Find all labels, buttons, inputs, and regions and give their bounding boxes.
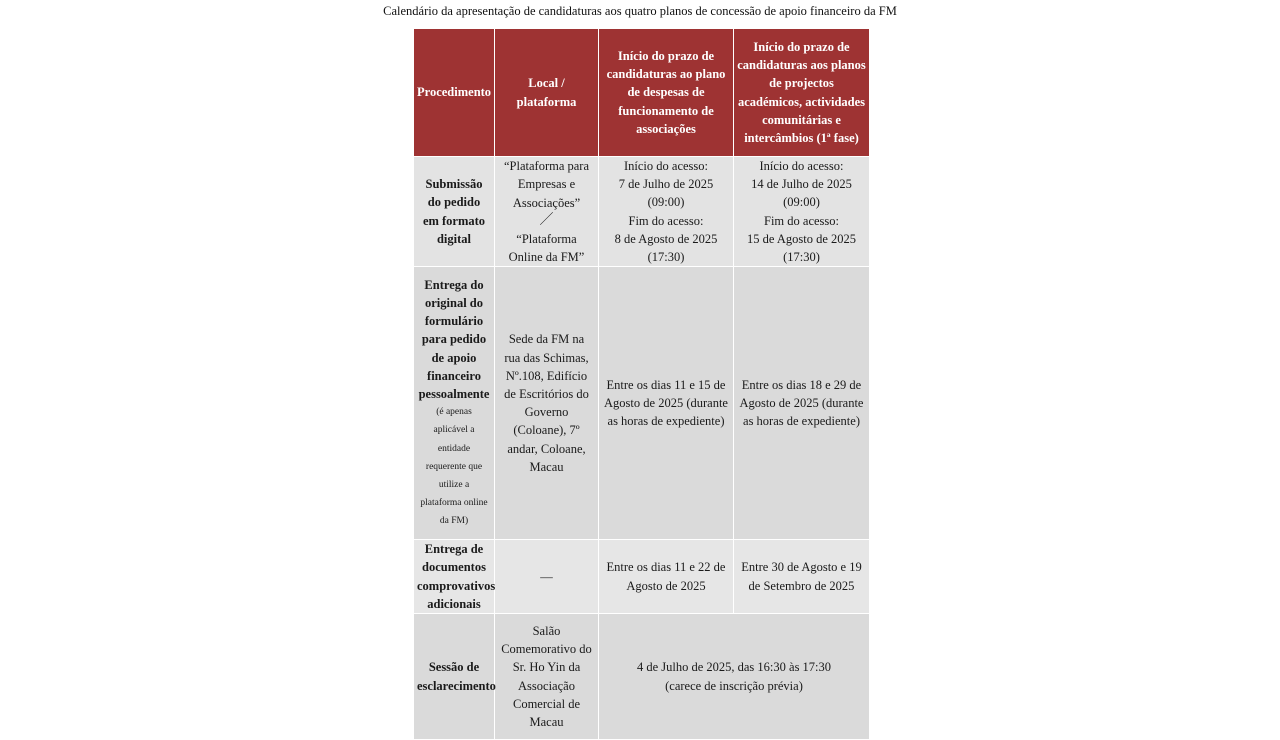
session-registration-note: (carece de inscrição prévia) xyxy=(665,678,803,693)
end-date: 8 de Agosto de 2025 xyxy=(614,231,718,246)
header-place: Local / plataforma xyxy=(495,29,599,157)
header-row xyxy=(414,29,870,157)
end-label: Fim do acesso: xyxy=(764,213,839,228)
plan-funcionamento-cell: Entre os dias 11 e 22 de Agosto de 2025 xyxy=(599,540,734,614)
start-label: Início do acesso: xyxy=(759,159,844,173)
start-time: (09:00) xyxy=(647,195,685,210)
table-row xyxy=(414,157,870,267)
procedure-cell: Entrega de documentos comprovativos adicionais xyxy=(414,540,495,614)
header-plan-funcionamento: Início do prazo de candidaturas ao plano de despesas de funcionamento de associações xyxy=(599,29,734,157)
place-platform-empresas: “Plataforma para Empresas e Associações” xyxy=(503,159,590,210)
procedure-note: (é apenas aplicável a entidade requerente que utilize a plataforma online da FM) xyxy=(420,407,488,527)
procedure-text: Entrega do original do formulário para pedido de apoio financeiro pessoalmente xyxy=(418,277,490,402)
plan-projectos-cell: Entre os dias 18 e 29 de Agosto de 2025 (durante as horas de expediente) xyxy=(734,267,870,540)
table-row xyxy=(414,267,870,540)
plan-funcionamento-cell: Entre os dias 11 e 15 de Agosto de 2025 (durante as horas de expediente) xyxy=(599,267,734,540)
procedure-cell: Sessão de esclarecimento xyxy=(414,614,495,740)
plan-funcionamento-cell xyxy=(599,157,734,267)
end-time: (17:30) xyxy=(647,250,685,265)
end-date: 15 de Agosto de 2025 xyxy=(746,231,857,246)
header-plan-projectos: Início do prazo de candidaturas aos planos de projectos académicos, actividades comunitárias e intercâmbios (1ª fase) xyxy=(734,29,870,157)
plan-projectos-cell: Entre 30 de Agosto e 19 de Setembro de 2025 xyxy=(734,540,870,614)
plan-projectos-cell xyxy=(734,157,870,267)
place-cell: Sede da FM na rua das Schimas, Nº.108, Edifício de Escritórios do Governo (Coloane), 7º andar, Coloane, Macau xyxy=(495,267,599,540)
place-cell xyxy=(495,157,599,267)
procedure-cell xyxy=(414,267,495,540)
start-date: 14 de Julho de 2025 xyxy=(751,177,852,192)
header-procedure: Procedimento xyxy=(414,29,495,157)
place-cell: — xyxy=(495,540,599,614)
end-time: (17:30) xyxy=(783,250,820,265)
start-label: Início do acesso: xyxy=(623,159,708,173)
place-separator: ／ xyxy=(539,212,554,228)
session-date: 4 de Julho de 2025, das 16:30 às 17:30 xyxy=(636,660,832,675)
table-row xyxy=(414,540,870,614)
end-label: Fim do acesso: xyxy=(628,213,704,228)
application-schedule-table xyxy=(413,28,870,740)
place-cell: Salão Comemorativo do Sr. Ho Yin da Associação Comercial de Macau xyxy=(495,614,599,740)
place-platform-fm: “Plataforma Online da FM” xyxy=(508,231,585,264)
table-caption: Calendário da apresentação de candidaturas aos quatro planos de concessão de apoio financeiro da FM xyxy=(383,4,897,18)
session-date-cell xyxy=(599,614,870,740)
table-row xyxy=(414,614,870,740)
procedure-cell: Submissão do pedido em formato digital xyxy=(414,157,495,267)
start-date: 7 de Julho de 2025 xyxy=(618,177,714,192)
start-time: (09:00) xyxy=(783,195,820,210)
